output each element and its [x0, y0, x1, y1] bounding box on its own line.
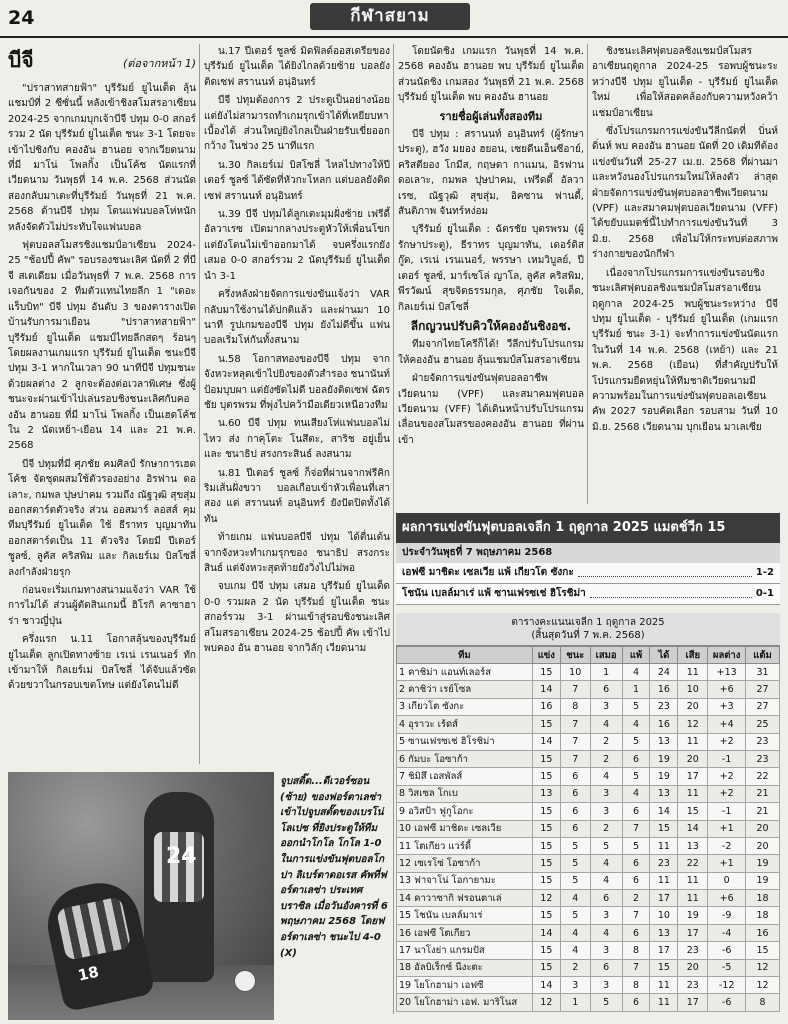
article-bg-column	[8, 44, 196, 697]
team-name-cell: 5 ซานเฟรซเช่ ฮิโรชิม่า	[397, 733, 533, 750]
standings-row	[397, 994, 780, 1011]
stat-cell: 12	[678, 716, 708, 733]
stat-cell: 21	[746, 785, 780, 802]
continued-note: (ต่อจากหน้า 1)	[122, 57, 196, 70]
stat-cell: +4	[708, 716, 746, 733]
match-score: 0-1	[755, 588, 774, 599]
paragraph: บีจี ปทุมที่มี ศุภชัย คมศิลป์ รักษาการเฮดโค้ช จัดชุดผสมใช้ตัวรองอย่าง อิรฟาน ดอเลาะ, กมพล ปุษปาคม รวมถึง ณัฐวุฒิ สุขสุ่ม ออกสตาร์ตตัวจริง ส่วน ออสมาร์ ลอสส์ คุมทีมบุรีรัมย์ ยูไนเต็ด ใช้ ธีราทร บุญมาทัน ออกสตาร์ตเป็น 11 ตัวจริง โดยมี ปีเตอร์ ชูลซ์, ลูคัส คริสพิม และ กิลเยร์เม บิสโซลี่ ลงกำลังฝ่ายรุก	[8, 458, 196, 578]
photo-caption: จูบสติ๊ด...ดีเวอร์ซอน (ซ้าย) ของฟอร์ตาเลซ่า เข้าไปจูบสตั๊ดของเบรโน่ โลเปซ ที่ยิงประตูให้ทีมออกนำโกโล โกโล 1-0 ในการแข่งขันฟุตบอลโกปา ลิเบร์ตาดอเรส คัพที่ฟอร์ตาเลซ่า ประเทศบราซิล เมื่อวันอังคารที่ 6 พฤษภาคม 2568 โดยฟอร์ตาเลซ่า ชนะไป 4-0 (X)	[280, 776, 388, 959]
results-header: ผลการแข่งขันฟุตบอลเจลีก 1 ฤดูกาล 2025 แมตช์วีก 15	[396, 513, 780, 543]
standings-body	[397, 664, 780, 1012]
stat-cell: 15	[678, 803, 708, 820]
stat-cell: 23	[746, 733, 780, 750]
standings-header-row	[397, 647, 780, 664]
stat-cell: 4	[590, 716, 622, 733]
stat-cell: 3	[590, 977, 622, 994]
stat-cell: 15	[650, 820, 678, 837]
team-name-cell: 11 โตเกียว แวร์ดี้	[397, 837, 533, 854]
stat-cell: 20	[678, 959, 708, 976]
stat-cell: 4	[590, 855, 622, 872]
stat-cell: 20	[746, 837, 780, 854]
stat-cell: 7	[560, 681, 590, 698]
football	[234, 970, 256, 992]
player-standing	[144, 792, 214, 982]
stat-cell: 11	[650, 994, 678, 1011]
stat-cell: 5	[622, 837, 650, 854]
paragraph: น.30 กิลเยร์เม่ บิสโซลี่ ไหลไปทางให้ปีเตอร์ ชูลซ์ ได้ซัดที่หัวกะโหลก แต่บอลยังติดเซฟ สรานนท์ อนุอินทร์	[204, 159, 390, 202]
standings-row	[397, 698, 780, 715]
paragraph: น.81 ปีเตอร์ ชูลซ์ ก็จ่อที่ผ่านจากฟรีคิกริมเส้นฝั่งขวา บอลเกือบเข้าหัวเพื่อนที่เสาสอง แต่ สรานนท์ อนุอินทร์ ยังปัดปิดทั้งได้ทัน	[204, 467, 390, 525]
stat-cell: 11	[678, 785, 708, 802]
standings-row	[397, 681, 780, 698]
match-date: ประจำวันพุธที่ 7 พฤษภาคม 2568	[396, 543, 780, 563]
stat-cell: 14	[650, 803, 678, 820]
stat-cell: 3	[590, 785, 622, 802]
stat-cell: -9	[708, 907, 746, 924]
team-name-cell: 14 คาวาซากิ ฟรอนตาเล่	[397, 890, 533, 907]
stat-cell: 8	[622, 942, 650, 959]
stat-cell: +3	[708, 698, 746, 715]
stat-cell: 14	[532, 733, 560, 750]
masthead	[0, 0, 788, 38]
stat-cell: 6	[590, 681, 622, 698]
paragraph: ฝ่ายจัดการแข่งขันฟุตบอลอาชีพเวียดนาม (VPF) และสมาคมฟุตบอลเวียดนาม (VFF) ได้เดินหน้าปรับโปรแกรมเลื่อนของสโมสรของคองอัน ฮานอย ที่ผ่านเข้า	[398, 373, 584, 446]
standings-col-header: เสมอ	[590, 647, 622, 664]
stat-cell: 6	[560, 785, 590, 802]
stat-cell: 31	[746, 664, 780, 681]
paragraph: ครึ่งหลังฝ่ายจัดการแข่งขันแจ้งว่า VAR กลับมาใช้งานได้ปกติแล้ว และผ่านมา 10 นาที รูปเกมของบีจี ปทุม ยังไม่ดีขึ้น แฟนบอลเริ่มโห่กันทั้งสนาม	[204, 289, 390, 347]
stat-cell: 20	[678, 698, 708, 715]
stat-cell: 3	[590, 803, 622, 820]
stat-cell: 15	[532, 855, 560, 872]
stat-cell: +6	[708, 681, 746, 698]
stat-cell: 15	[532, 942, 560, 959]
stat-cell: 27	[746, 698, 780, 715]
stat-cell: 19	[678, 907, 708, 924]
stat-cell: 12	[532, 890, 560, 907]
match-teams: เอฟซี มาชิดะ เซลเวีย แพ้ เกียวโต ซังกะ	[402, 567, 574, 578]
team-name-cell: 17 นาโงย่า แกรมปัส	[397, 942, 533, 959]
stat-cell: 7	[622, 959, 650, 976]
stat-cell: 15	[532, 750, 560, 767]
stat-cell: 4	[622, 785, 650, 802]
stat-cell: 5	[560, 855, 590, 872]
stat-cell: 20	[678, 750, 708, 767]
paragraph: ซึ่งโปรแกรมการแข่งขันวีลีกนัดที่ บิ่นห์ ดิ่นห์ พบ คองอัน ฮานอย นัดที่ 20 เดิมทีต้องแข่งขันวันที่ 25-27 เม.ย. 2568 ที่ผ่านมา และหวังนองโปรแกรมใหม่ให้ลงตัว ล่าสุดฝ่ายจัดการแข่งขันฟุตบอลอาชีพเวียดนาม (VPF) และสมาคมฟุตบอลเวียดนาม (VFF) ได้ขยับแมตช์นี้ไปทำการแข่งขันวันที่ 3 มิ.ย. 2568 เพื่อไม่ให้กระทบต่อสภาพร่างกายของนักกีฬา	[592, 126, 778, 261]
stat-cell: -2	[708, 837, 746, 854]
stat-cell: 6	[590, 959, 622, 976]
match-score: 1-2	[755, 567, 774, 578]
standings-row	[397, 959, 780, 976]
team-name-cell: 13 ฟาจาโน่ โอกายามะ	[397, 872, 533, 889]
stat-cell: 11	[678, 872, 708, 889]
stat-cell: 17	[678, 924, 708, 941]
stat-cell: 20	[746, 820, 780, 837]
stat-cell: 8	[560, 698, 590, 715]
jersey-number: 24	[166, 844, 197, 869]
stat-cell: 5	[590, 837, 622, 854]
stat-cell: 15	[532, 837, 560, 854]
stat-cell: -1	[708, 750, 746, 767]
vleague-subheading: ลีกญวนปรับคิวให้คองอันชิงอช.	[410, 318, 572, 333]
team-name-cell: 3 เกียวโต ซังกะ	[397, 698, 533, 715]
match-teams: โชนัน เบลล์มาเร่ แพ้ ซานเฟรซเช่ ฮิโรชิม่า	[402, 588, 586, 599]
stat-cell: 12	[746, 977, 780, 994]
stat-cell: 15	[532, 872, 560, 889]
leader-dots	[590, 584, 752, 598]
stat-cell: 3	[590, 698, 622, 715]
paragraph: "ปราสาทสายฟ้า" บุรีรัมย์ ยูไนเต็ด ลุ้นแชมป์ที่ 2 ซีซั่นนี้ หลังเข้าชิงสโมสรอาเซียน 2024-25 จากเกมบุกเจ้าบีจี ปทุม 0-0 สกอร์รวม 2 นัด บุรีรัมย์ ยูไนเต็ด ชนะ 3-1 โดยจะเข้าไปชิงกับ คองอัน ฮานอย จากเวียดนาม ที่มี มาโน่ โพลกิ้ง เป็นโค้ช นัดแรกที่เวียดนาม วันพุธที่ 14 พ.ค. 2568 ส่วนนัดสองกลับมาเตะที่บุรีรัมย์ วันพุธที่ 21 พ.ค. 2568 ด้านบีจี ปทุม โดนแฟนบอลโห่หนัก หลังจัดตัวไม่ประทับใจแฟนบอล	[8, 83, 196, 233]
team-name-cell: 9 อวิสป้า ฟูกูโอกะ	[397, 803, 533, 820]
standings-title-line: ตารางคะแนนเจลีก 1 ฤดูกาล 2025	[511, 617, 665, 628]
standings-row	[397, 942, 780, 959]
lineup-away: บุรีรัมย์ ยูไนเต็ด : ฉัตรชัย บุตรพรม (ผู้รักษาประตู), ธีราทร บุญมาทัน, เดอร์ดิส กู๊ด, เรเน่ เรนเนอร์, พรรษา เหมวิบูลย์, ปีเตอร์ ชูลซ์, มาร์เซโล่ ญาโล, ลูคัส คริสพิม, พีรวัฒน์ สุขจิตธรรมกุล, ศุภชัย ใจเด็ด, กิลเยร์เม่ บิสโซลี่	[398, 224, 584, 313]
stat-cell: 4	[622, 664, 650, 681]
stat-cell: 16	[650, 681, 678, 698]
striped-jersey	[56, 896, 131, 961]
stat-cell: 13	[650, 785, 678, 802]
team-name-cell: 7 ชิมิสึ เอสพัลส์	[397, 768, 533, 785]
stat-cell: 5	[622, 733, 650, 750]
stat-cell: 14	[532, 977, 560, 994]
stat-cell: 16	[650, 716, 678, 733]
stat-cell: 7	[560, 750, 590, 767]
match-photo	[8, 772, 274, 1020]
standings-row	[397, 785, 780, 802]
stat-cell: -4	[708, 924, 746, 941]
standings-title	[396, 613, 780, 646]
stat-cell: 4	[560, 924, 590, 941]
stat-cell: 27	[746, 681, 780, 698]
stat-cell: 19	[746, 855, 780, 872]
stat-cell: 14	[532, 681, 560, 698]
stat-cell: 10	[678, 681, 708, 698]
stat-cell: 2	[590, 750, 622, 767]
standings-col-header: แพ้	[622, 647, 650, 664]
leader-dots	[578, 563, 752, 577]
stat-cell: 23	[650, 698, 678, 715]
stat-cell: 13	[532, 785, 560, 802]
team-name-cell: 2 คาชิว่า เรย์โซล	[397, 681, 533, 698]
stat-cell: 6	[622, 994, 650, 1011]
stat-cell: 5	[622, 768, 650, 785]
stat-cell: 1	[590, 664, 622, 681]
stat-cell: 1	[560, 994, 590, 1011]
stat-cell: 4	[560, 890, 590, 907]
standings-col-header: ได้	[650, 647, 678, 664]
stat-cell: 15	[532, 907, 560, 924]
stat-cell: -6	[708, 994, 746, 1011]
paragraph: น.17 ปีเตอร์ ชูลซ์ มิดฟิลด์ออสเตรียของบุรีรัมย์ ยูไนเต็ด ได้ยิงไกลด้วยซ้าย บอลยังติดเซฟ สรานนท์ อนุอินทร์	[204, 46, 390, 88]
stat-cell: 15	[650, 959, 678, 976]
article-vleague-column	[592, 44, 778, 438]
team-name-cell: 16 เอฟซี โตเกียว	[397, 924, 533, 941]
stat-cell: 2	[622, 890, 650, 907]
stat-cell: +2	[708, 733, 746, 750]
team-name-cell: 18 อัลบิเร็กซ์ นีงะตะ	[397, 959, 533, 976]
stat-cell: 6	[560, 803, 590, 820]
stat-cell: 22	[678, 855, 708, 872]
stat-cell: 7	[622, 907, 650, 924]
stat-cell: -6	[708, 942, 746, 959]
stat-cell: 23	[678, 977, 708, 994]
standings-col-header: ผลต่าง	[708, 647, 746, 664]
paragraph: ฟุตบอลสโมสรชิงแชมป์อาเซียน 2024-25 "ช้อปปี้ คัพ" รอบรองชนะเลิศ นัดที่ 2 ที่บีจี สเตเดียม เมื่อวันพุธที่ 7 พ.ค. 2568 การเจอกันของ 2 ทีมตัวแทนไทยลีก 1 "เดอะแร็บบิท" บีจี ปทุม อันดับ 3 ของตารางเปิดบ้านรับการมาเยือน "ปราสาทสายฟ้า" บุรีรัมย์ ยูไนเต็ด แชมป์ไทยลีกสดๆ ร้อนๆ โดยผลงานเกมแรก บุรีรัมย์ ยูไนเต็ด ชนะบีจี ปทุม 3-1 หากในเวลา 90 นาทีบีจี ปทุมชนะด้วยผลต่าง 2 ลูกจะต้องต่อเวลาพิเศษ ซึ่งผู้ชนะจะผ่านเข้าไปเล่นรอบชิงชนะเลิศกับคองอัน ฮานอย ที่มี มาโน่ โพลกิ้ง เป็นเฮดโค้ช ใน 2 นัดเหย้า-เยือน 14 และ 21 พ.ค. 2568	[8, 240, 196, 452]
stat-cell: 13	[678, 837, 708, 854]
stat-cell: 13	[650, 924, 678, 941]
stat-cell: +2	[708, 768, 746, 785]
stat-cell: 0	[708, 872, 746, 889]
stat-cell: 2	[590, 820, 622, 837]
stat-cell: 18	[746, 907, 780, 924]
publication-logo: กีฬาสยาม	[310, 3, 470, 30]
stat-cell: 21	[746, 803, 780, 820]
stat-cell: 2	[590, 733, 622, 750]
standings-row	[397, 837, 780, 854]
paragraph: ท้ายเกม แฟนบอลบีจี ปทุม ได้ตื่นเต้นจากจังหวะทำเกมรุกของ ชนาธิป สรงกระสินธ์ แต่จังหวะสุดท้ายยังวิ่งไปไม่พอ	[204, 532, 390, 574]
stat-cell: 6	[622, 855, 650, 872]
stat-cell: 16	[746, 924, 780, 941]
stat-cell: 6	[622, 924, 650, 941]
stat-cell: 7	[560, 716, 590, 733]
stat-cell: 8	[746, 994, 780, 1011]
jersey-number: 18	[76, 962, 101, 985]
stat-cell: 10	[560, 664, 590, 681]
standings-col-header: แต้ม	[746, 647, 780, 664]
standings-col-header: เสีย	[678, 647, 708, 664]
stat-cell: 2	[560, 959, 590, 976]
standings-row	[397, 907, 780, 924]
paragraph: ชิงชนะเลิศฟุตบอลชิงแชมป์สโมสรอาเซียนฤดูกาล 2024-25 รอพบผู้ชนะระหว่างบีจี ปทุม ยูไนเต็ด - บุรีรัมย์ ยูไนเต็ด ใหม่ เพื่อให้สอดคล้องกับความหวังคว้าแชมป์อาเซียน	[592, 46, 778, 119]
paragraph: เนื่องจากโปรแกรมการแข่งขันรอบชิงชนะเลิศฟุตบอลชิงแชมป์สโมสรอาเซียนฤดูกาล 2024-25 พบผู้ชนะระหว่าง บีจี ปทุม ยูไนเต็ด - บุรีรัมย์ ยูไนเต็ด (เกมแรก บุรีรัมย์ ชนะ 3-1) จะทำการแข่งขันนัดแรกในวันที่ 14 พ.ค. 2568 (เหย้า) และ 21 พ.ค. 2568 (เยือน) ที่สำคัญปรับให้โปรแกรมยืดหยุ่นให้ทีมชาติเวียดนามมีความพร้อมในการแข่งขันฟุตบอลเอเชียน คัพ 2027 รอบคัดเลือก รอบสาม วันที่ 10 มิ.ย. 2568 เวียดนาม บุกเยือน มาเลเซีย	[592, 267, 778, 433]
stat-cell: 6	[560, 820, 590, 837]
stat-cell: 11	[678, 890, 708, 907]
stat-cell: 11	[650, 977, 678, 994]
team-name-cell: 20 โยโกฮาม่า เอฟ. มาริโนส	[397, 994, 533, 1011]
stat-cell: 14	[678, 820, 708, 837]
stat-cell: 6	[590, 890, 622, 907]
stat-cell: -12	[708, 977, 746, 994]
standings-row	[397, 890, 780, 907]
standings-row	[397, 924, 780, 941]
stat-cell: 24	[650, 664, 678, 681]
stat-cell: 3	[590, 942, 622, 959]
stat-cell: 5	[590, 994, 622, 1011]
standings-col-header: ชนะ	[560, 647, 590, 664]
stat-cell: 19	[746, 872, 780, 889]
stat-cell: 4	[590, 924, 622, 941]
stat-cell: 23	[650, 855, 678, 872]
paragraph: โดยนัดชิง เกมแรก วันพุธที่ 14 พ.ค. 2568 คองอัน ฮานอย พบ บุรีรัมย์ ยูไนเต็ด ส่วนนัดชิง เกมสอง วันพุธที่ 21 พ.ค. 2568 บุรีรัมย์ ยูไนเต็ด พบ คองอัน ฮานอย	[398, 46, 584, 104]
stat-cell: 5	[560, 872, 590, 889]
paragraph: ทีมจากไทยโครีก็ได้! วีลีกปรับโปรแกรมให้คองอัน ฮานอย ลุ้นแชมป์สโมสรอาเซียน	[398, 339, 584, 366]
stat-cell: 1	[622, 681, 650, 698]
stat-cell: 15	[532, 664, 560, 681]
team-name-cell: 12 เซเรโซ่ โอซาก้า	[397, 855, 533, 872]
stat-cell: 6	[622, 750, 650, 767]
article-bg-column-3	[398, 44, 584, 451]
stat-cell: 16	[532, 698, 560, 715]
page-number: 24	[8, 7, 35, 29]
team-name-cell: 8 วิสเซล โกเบ	[397, 785, 533, 802]
stat-cell: 23	[678, 942, 708, 959]
paragraph: จบเกม บีจี ปทุม เสมอ บุรีรัมย์ ยูไนเต็ด 0-0 รวมผล 2 นัด บุรีรัมย์ ยูไนเต็ด ชนะสกอร์รวม 3-1 ผ่านเข้าสู่รอบชิงชนะเลิศสโมสรอาเซียน 2024-25 ช้อปปี้ คัพ เข้าไปพบคอง อัน ฮานอย จากวิลักุ เวียดนาม	[204, 581, 390, 655]
stat-cell: 15	[532, 768, 560, 785]
standings-row	[397, 768, 780, 785]
lineup-home: บีจี ปทุม : สรานนท์ อนุอินทร์ (ผู้รักษาประตู), ฮวัง มยอง ฮยอน, เซยดีนเอ็นซีอาย์, คริสตียอง โกมีส, กฤษดา กาแมน, อิรฟาน ดอเลาะ, กมพล ปุษปาคม, เฟรีดดี้ อัลวาเรซ, ณัฐวุฒิ สุขสุ่ม, อิคซาน ฟานดี้, สันติภาพ จันทร์หง่อม	[398, 129, 584, 218]
stat-cell: 17	[650, 890, 678, 907]
match-result	[396, 584, 780, 605]
stat-cell: 4	[560, 942, 590, 959]
stat-cell: 15	[532, 803, 560, 820]
stat-cell: 15	[532, 820, 560, 837]
jleague-box	[396, 513, 780, 1012]
standings-row	[397, 855, 780, 872]
paragraph: น.58 โอกาสทองของบีจี ปทุม จากจังหวะหลุดเข้าไปยิงของตัวสำรอง ชนานันท์ ป้อมบุบผา แต่ยังซัดไม่ดี บอลยังติดเซฟ ฉัตรชัย บุตรพรม ที่พุ่งไปคว้ามือเดียวเหนือวงทีม	[204, 353, 391, 411]
stat-cell: 19	[650, 750, 678, 767]
paragraph: บีจี ปทุมต้องการ 2 ประตูเป็นอย่างน้อย แต่ยังไม่สามารถทำเกมรุกเข้าได้ที่เหยียบหาเบื้องได้ ส่วนใหญ่ยิงไกลเป็นฝ่ายรับเขี่ยออกกว้าง ในช่วง 25 นาทีแรก	[204, 95, 390, 153]
standings-row	[397, 820, 780, 837]
stat-cell: 12	[532, 994, 560, 1011]
stat-cell: 3	[560, 977, 590, 994]
column-rule	[199, 44, 200, 764]
standings-col-header: ทีม	[397, 647, 533, 664]
stat-cell: 14	[532, 924, 560, 941]
stat-cell: 11	[678, 664, 708, 681]
standings-col-header: แข่ง	[532, 647, 560, 664]
paragraph: น.39 บีจี ปทุมได้ลูกเตะมุมฝั่งซ้าย เฟรีดี้ อัลวาเรซ เปิดมากลางประตูหัวให้เพื่อนโขก แต่ยังโดนไม่เข้าออกมาได้ จบครึ่งแรกยังเสมอ 0-0 สกอร์รวม 2 นัดบุรีรัมย์ ยูไนเต็ด นำ 3-1	[204, 209, 390, 282]
stat-cell: 18	[746, 890, 780, 907]
standings-row	[397, 872, 780, 889]
match-result	[396, 563, 780, 584]
stat-cell: 5	[622, 698, 650, 715]
article-title: บีจี	[8, 48, 34, 72]
stat-cell: +1	[708, 855, 746, 872]
stat-cell: 25	[746, 716, 780, 733]
stat-cell: 7	[560, 733, 590, 750]
stat-cell: +13	[708, 664, 746, 681]
team-name-cell: 19 โยโกฮาม่า เอฟซี	[397, 977, 533, 994]
paragraph: ก่อนจะเริ่มเกมทางสนามแจ้งว่า VAR ใช้การไม่ได้ ส่วนผู้ตัดสินเกมนี้ ฮิโรกิ คาซาฮาร่า ชาวญี่ปุ่น	[8, 585, 196, 627]
stat-cell: 17	[678, 994, 708, 1011]
stat-cell: +6	[708, 890, 746, 907]
paragraph: ครึ่งแรก น.11 โอกาสลุ้นของบุรีรัมย์ ยูไนเต็ด ลูกเปิดทางซ้าย เรเน่ เรนเนอร์ ทักเข้ามาให้ กิลเยร์เม่ บิสโซลี่ ได้จับแล้วซัดด้วยขวาในกรอบเขตโทษ แต่ยังโดนไม่ดี	[8, 634, 196, 692]
standings-row	[397, 716, 780, 733]
standings-row	[397, 977, 780, 994]
stat-cell: 4	[590, 872, 622, 889]
standings-row	[397, 664, 780, 681]
paragraph: น.60 บีจี ปทุม ทนเสียงโห่แฟนบอลไม่ไหว ส่ง กาคุโตะ โนสึตะ, สาริช อยู่เย็น และ ชนาธิป สรงกระสินธ์ ลงสนาม	[204, 418, 390, 461]
stat-cell: 11	[650, 837, 678, 854]
stat-cell: 5	[560, 837, 590, 854]
stat-cell: 5	[560, 907, 590, 924]
stat-cell: 10	[650, 907, 678, 924]
team-name-cell: 4 อุราวะ เร้ดส์	[397, 716, 533, 733]
standings-row	[397, 803, 780, 820]
stat-cell: 8	[622, 977, 650, 994]
standings-row	[397, 750, 780, 767]
article-header	[8, 44, 196, 77]
stat-cell: 13	[650, 733, 678, 750]
stat-cell: -1	[708, 803, 746, 820]
stat-cell: 17	[678, 768, 708, 785]
stat-cell: 15	[746, 942, 780, 959]
team-name-cell: 15 โชนัน เบลล์มาเร่	[397, 907, 533, 924]
column-rule	[393, 44, 394, 1014]
stat-cell: -5	[708, 959, 746, 976]
lineup-heading: รายชื่อผู้เล่นทั้งสองทีม	[439, 109, 543, 123]
stat-cell: 11	[650, 872, 678, 889]
stat-cell: 6	[560, 768, 590, 785]
stat-cell: 3	[590, 907, 622, 924]
stat-cell: 7	[622, 820, 650, 837]
stat-cell: 4	[590, 768, 622, 785]
stat-cell: 23	[746, 750, 780, 767]
standings-table	[396, 646, 780, 1012]
stat-cell: 15	[532, 716, 560, 733]
team-name-cell: 1 คาชิม่า แอนท์เลอร์ส	[397, 664, 533, 681]
stat-cell: 15	[532, 959, 560, 976]
column-rule	[587, 44, 588, 504]
stat-cell: 12	[746, 959, 780, 976]
stat-cell: 11	[678, 733, 708, 750]
standings-row	[397, 733, 780, 750]
stat-cell: 6	[622, 803, 650, 820]
stat-cell: 17	[650, 942, 678, 959]
stat-cell: 4	[622, 716, 650, 733]
article-bg-column-2	[204, 44, 390, 659]
stat-cell: 19	[650, 768, 678, 785]
stat-cell: +2	[708, 785, 746, 802]
team-name-cell: 10 เอฟซี มาชิดะ เซลเวีย	[397, 820, 533, 837]
stat-cell: 6	[622, 872, 650, 889]
stat-cell: 22	[746, 768, 780, 785]
stat-cell: +1	[708, 820, 746, 837]
standings-date-line: (สิ้นสุดวันที่ 7 พ.ค. 2568)	[531, 630, 645, 641]
team-name-cell: 6 กัมบะ โอซาก้า	[397, 750, 533, 767]
